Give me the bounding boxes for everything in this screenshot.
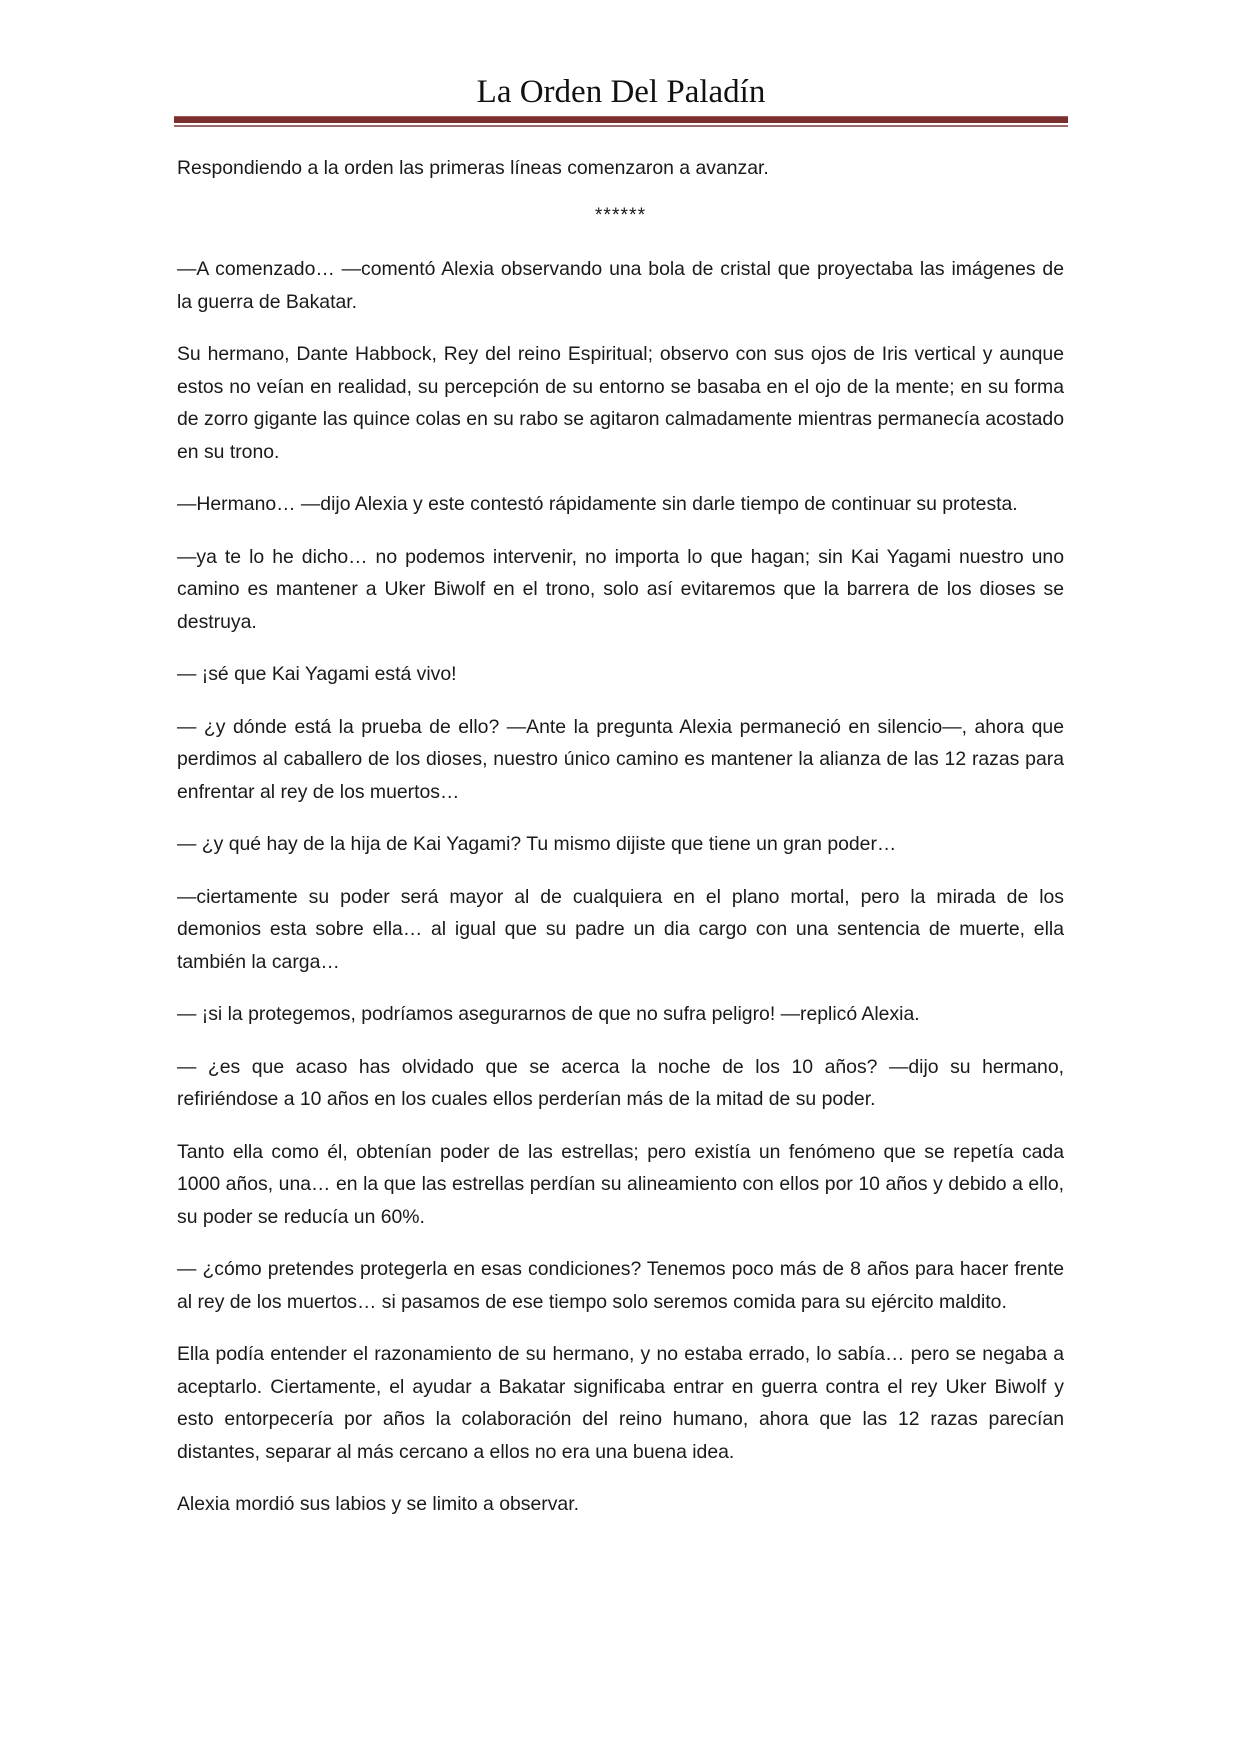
page-header (174, 70, 1068, 114)
paragraph: Respondiendo a la orden las primeras líneas comenzaron a avanzar. (177, 157, 769, 179)
paragraph: —ya te lo he dicho… no podemos intervenir, no importa lo que hagan; sin Kai Yagami nuestro uno camino es mantener a Uker Biwolf en el trono, solo así evitaremos que la barrera de los dioses se destruya. (177, 545, 1064, 633)
paragraph: — ¿es que acaso has olvidado que se acerca la noche de los 10 años? —dijo su hermano, refiriéndose a 10 años en los cuales ellos perderían más de la mitad de su poder. (177, 1055, 1064, 1110)
scene-separator: ****** (594, 203, 647, 226)
page-title: La Orden Del Paladín (476, 74, 766, 110)
header-rule (174, 116, 1068, 123)
paragraph: — ¡si la protegemos, podríamos asegurarnos de que no sufra peligro! —replicó Alexia. (177, 1003, 920, 1025)
paragraph: —ciertamente su poder será mayor al de cualquiera en el plano mortal, pero la mirada de los demonios esta sobre ella… al igual que su padre un dia cargo con una sentencia de muerte, ella también la carga… (177, 885, 1064, 973)
body-text (177, 152, 1064, 1541)
paragraph: —A comenzado… —comentó Alexia observando una bola de cristal que proyectaba las imágenes de la guerra de Bakatar. (177, 258, 1064, 313)
paragraph: — ¡sé que Kai Yagami está vivo! (177, 663, 457, 685)
paragraph: —Hermano… —dijo Alexia y este contestó rápidamente sin darle tiempo de continuar su protesta. (177, 493, 1018, 515)
paragraph: — ¿cómo pretendes protegerla en esas condiciones? Tenemos poco más de 8 años para hacer frente al rey de los muertos… si pasamos de ese tiempo solo seremos comida para su ejército maldito. (177, 1258, 1064, 1313)
paragraph: Ella podía entender el razonamiento de su hermano, y no estaba errado, lo sabía… pero se negaba a aceptarlo. Ciertamente, el ayudar a Bakatar significaba entrar en guerra contra el rey Uker Biwolf y esto entorpecería por años la colaboración del reino humano, ahora que las 12 razas parecían distantes, separar al más cercano a ellos no era una buena idea. (177, 1343, 1064, 1463)
paragraph: Alexia mordió sus labios y se limito a observar. (177, 1493, 579, 1515)
paragraph: — ¿y qué hay de la hija de Kai Yagami? Tu mismo dijiste que tiene un gran poder… (177, 833, 897, 855)
paragraph: — ¿y dónde está la prueba de ello? —Ante la pregunta Alexia permaneció en silencio—, ahora que perdimos al caballero de los dioses, nuestro único camino es mantener la alianza de las 12 razas para enfrentar al rey de los muertos… (177, 715, 1064, 803)
header-rule-thin (174, 125, 1068, 127)
paragraph: Su hermano, Dante Habbock, Rey del reino Espiritual; observo con sus ojos de Iris vertical y aunque estos no veían en realidad, su percepción de su entorno se basaba en el ojo de la mente; en su forma de zorro gigante las quince colas en su rabo se agitaron calmadamente mientras permanecía acostado en su trono. (177, 343, 1064, 463)
paragraph: Tanto ella como él, obtenían poder de las estrellas; pero existía un fenómeno que se repetía cada 1000 años, una… en la que las estrellas perdían su alineamiento con ellos por 10 años y debido a ello, su poder se reducía un 60%. (177, 1140, 1064, 1228)
